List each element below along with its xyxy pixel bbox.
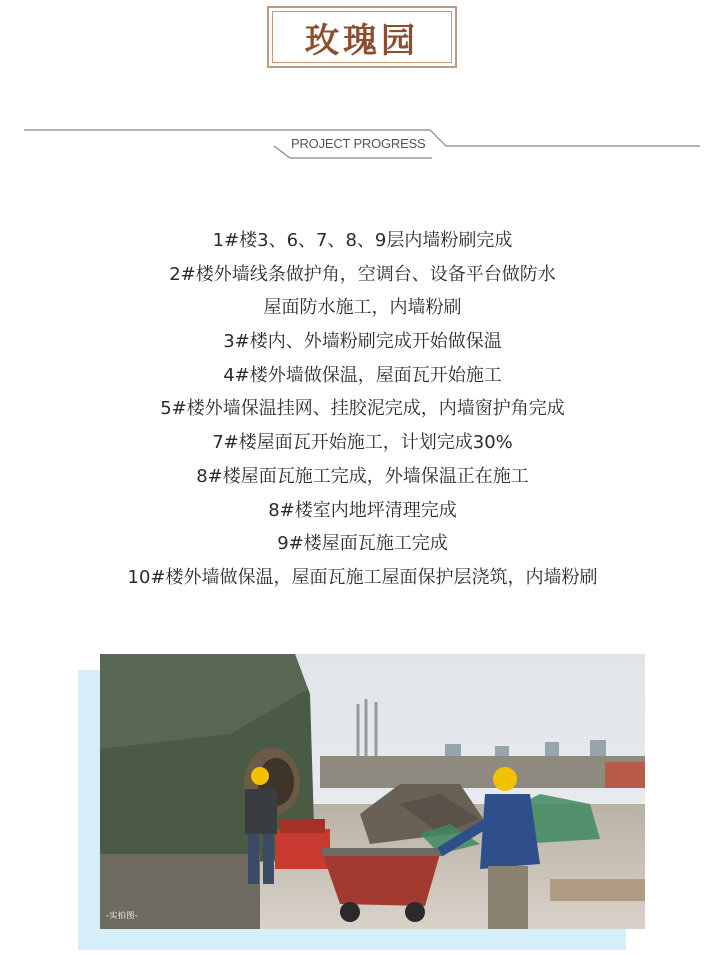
page-title: 玫瑰园 <box>305 20 419 61</box>
section-subtitle: PROJECT PROGRESS <box>291 136 426 151</box>
photo-caption: -实拍图- <box>106 911 139 920</box>
progress-line: 5#楼外墙保温挂网、挂胶泥完成，内墙窗护角完成 <box>160 398 565 420</box>
progress-line: 3#楼内、外墙粉刷完成开始做保温 <box>223 331 502 353</box>
progress-list <box>0 224 725 595</box>
divider-line-left <box>274 146 290 158</box>
site-photo-illustration <box>100 654 645 929</box>
progress-line: 1#楼3、6、7、8、9层内墙粉刷完成 <box>212 230 513 251</box>
progress-line: 8#楼室内地坪清理完成 <box>268 499 457 521</box>
progress-line: 7#楼屋面瓦开始施工，计划完成30% <box>212 432 513 454</box>
title-badge <box>267 6 457 68</box>
progress-line: 10#楼外墙做保温，屋面瓦施工屋面保护层浇筑，内墙粉刷 <box>127 566 598 588</box>
progress-line: 2#楼外墙线条做护角，空调台、设备平台做防水 <box>169 263 556 285</box>
site-photo <box>100 654 645 929</box>
progress-line: 8#楼屋面瓦施工完成，外墙保温正在施工 <box>196 465 529 487</box>
progress-line: 4#楼外墙做保温，屋面瓦开始施工 <box>223 364 502 386</box>
progress-line: 9#楼屋面瓦施工完成 <box>277 533 448 555</box>
progress-line: 屋面防水施工，内墙粉刷 <box>263 297 462 319</box>
